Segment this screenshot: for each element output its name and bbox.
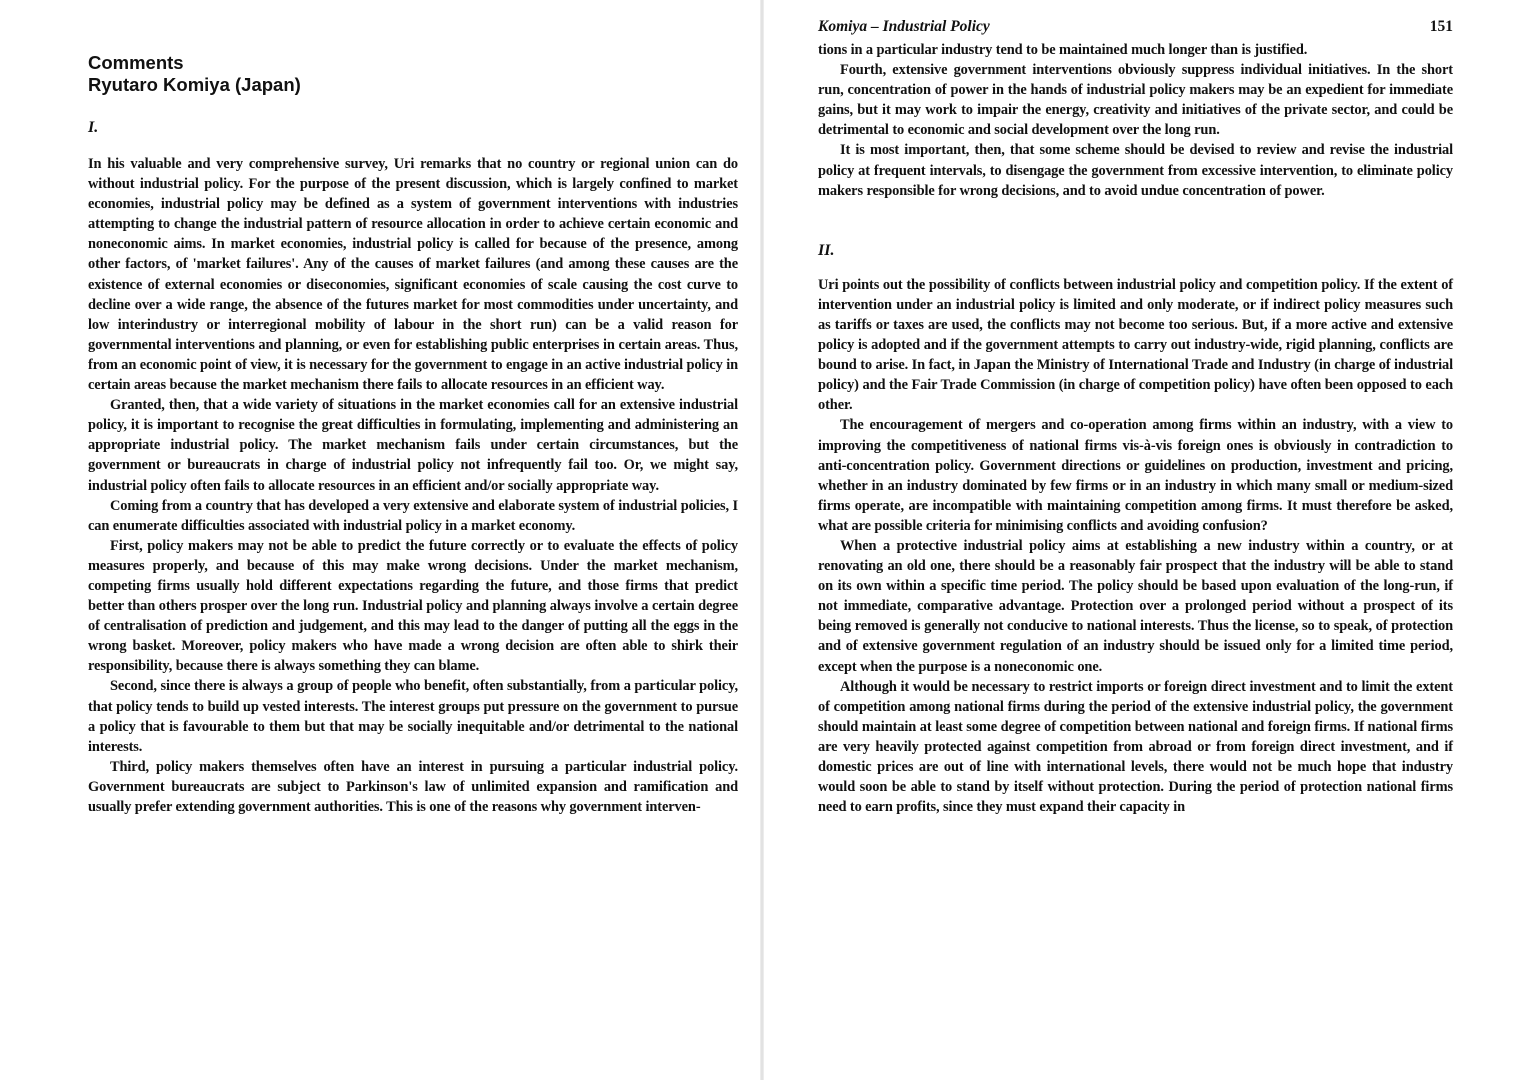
paragraph: Fourth, extensive government interventions obviously suppress individual initiatives. In the short run, concentration of power in the hands of industrial policy makers may be an expedient for immediate gains, but it may work to impair the energy, creativity and initiatives of the private sector, and could be detrimental to economic and social development over the long run. [818, 62, 1453, 139]
paragraph: Uri points out the possibility of conflicts between industrial policy and competition policy. If the extent of intervention under an industrial policy is limited and only moderate, or if indirect policy measures such as tariffs or taxes are used, the conflicts may not become too serious. But, if a more active and extensive policy is adopted and if the government attempts to carry out industry-wide, rigid planning, conflicts are bound to arise. In fact, in Japan the Ministry of International Trade and Industry (in charge of industrial policy) and the Fair Trade Commission (in charge of competition policy) have often been opposed to each other. [818, 276, 1453, 414]
paragraph: In his valuable and very comprehensive survey, Uri remarks that no country or regional union can do without industrial policy. For the purpose of the present discussion, which is largely confined to market economies, industrial policy may be defined as a system of government interventions with industries attempting to change the industrial pattern of resource allocation in order to achieve certain economic and noneconomic aims. In market economies, industrial policy is called for because of the presence, among other factors, of 'market failures'. Any of the causes of market failures (and among these causes are the existence of external economies or diseconomies, significant economies of scale causing the cost curve to decline over a wide range, the absence of the futures market for most commodities under uncertainty, and low interindustry or interregional mobility of labour in the short run) can be a valid reason for governmental interventions and planning, or even for establishing public enterprises in certain areas. Thus, from an economic point of view, it is necessary for the government to engage in an active industrial policy in certain areas because the market mechanism there fails to allocate resources in an efficient way. [88, 156, 738, 394]
paragraph: It is most important, then, that some scheme should be devised to review and revise the industrial policy at frequent intervals, to disengage the government from excessive intervention, to eliminate policy makers responsible for wrong decisions, and to avoid undue concentration of power. [818, 142, 1453, 199]
section-number-2: II. [818, 241, 835, 259]
running-head [818, 18, 1453, 36]
paragraph: Third, policy makers themselves often have an interest in pursuing a particular industrial policy. Government bureaucrats are subject to Parkinson's law of unlimited expansion and ramification and usually prefer extending government authorities. This is one of the reasons why government interven- [88, 758, 738, 815]
paragraph: First, policy makers may not be able to predict the future correctly or to evaluate the effects of policy measures properly, and because of this may make wrong decisions. Under the market mechanism, competing firms usually hold different expectations regarding the future, and those firms that predict better than others prosper over the long run. Industrial policy and planning always involve a certain degree of centralisation of prediction and judgement, and this may lead to the danger of putting all the eggs in the wrong basket. Moreover, policy makers who have made a wrong decision are often able to shirk their responsibility, because there is always something they can blame. [88, 537, 738, 675]
paragraph: When a protective industrial policy aims at establishing a new industry within a country, or at renovating an old one, there should be a reasonably fair prospect that the industry will be able to stand on its own within a specific time period. The policy should be based upon evaluation of the long-run, if not immediate, comparative advantage. Protection over a prolonged period without a prospect of its being removed is generally not conducive to national interests. Thus the license, so to speak, of protection and of extensive government regulation of an industry should be issued only for a limited time period, except when the purpose is a noneconomic one. [818, 537, 1453, 675]
paragraph: The encouragement of mergers and co-operation among firms within an industry, with a view to improving the competitiveness of national firms vis-à-vis foreign ones is obviously in contradiction to anti-concentration policy. Government directions or guidelines on production, investment and pricing, whether in an industry dominated by few firms or in an industry in which many small or medium-sized firms operate, are incompatible with maintaining competition among firms. It must therefore be asked, what are possible criteria for minimising conflicts and avoiding confusion? [818, 417, 1453, 534]
section-number-1: I. [88, 119, 99, 136]
right-page [762, 0, 1523, 1080]
paragraph: Second, since there is always a group of people who benefit, often substantially, from a particular policy, that policy tends to build up vested interests. The interest groups put pressure on the government to pursue a policy that is favourable to them but that may be socially inequitable and/or detrimental to the national interests. [88, 678, 738, 755]
paragraph: Granted, then, that a wide variety of situations in the market economies call for an extensive industrial policy, it is important to recognise the great difficulties in formulating, implementing and administering an appropriate industrial policy. The market mechanism fails under certain circumstances, but the government or bureaucrats in charge of industrial policy not infrequently fail too. Or, we might say, industrial policy often fails to allocate resources in an efficient and/or socially appropriate way. [88, 397, 738, 494]
page-number: 151 [1429, 18, 1453, 35]
comments-heading: Comments [88, 52, 184, 73]
paragraph: Coming from a country that has developed a very extensive and elaborate system of industrial policies, I can enumerate difficulties associated with industrial policy in a market economy. [88, 497, 738, 534]
author-heading: Ryutaro Komiya (Japan) [88, 74, 301, 95]
running-head-title: Komiya – Industrial Policy [818, 18, 990, 35]
paragraph: Although it would be necessary to restrict imports or foreign direct investment and to limit the extent of competition among national firms during the period of the extensive industrial policy, the government should maintain at least some degree of competition between national and foreign firms. If national firms are very heavily protected against competition from abroad or from foreign direct investment, and if domestic prices are out of line with international levels, there would not be much hope that industry would soon be able to stand by itself without protection. During the period of protection national firms need to earn profits, since they must expand their capacity in [818, 678, 1453, 816]
paragraph: tions in a particular industry tend to be maintained much longer than is justified. [818, 42, 1308, 58]
